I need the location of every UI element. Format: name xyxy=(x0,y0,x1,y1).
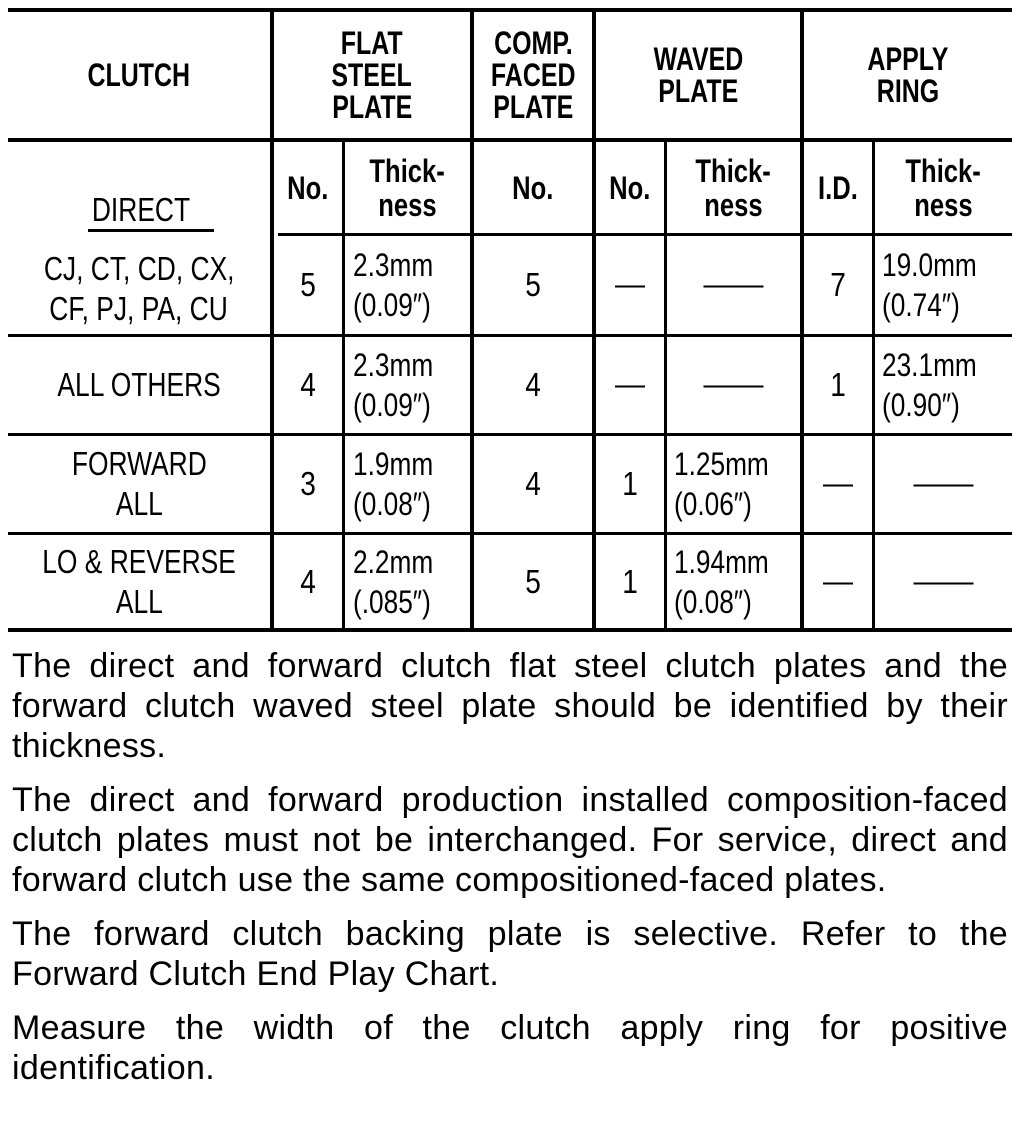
table-row-4-comp-no: 5 xyxy=(525,562,541,600)
measure-mm: 1.9mm xyxy=(353,446,434,482)
header-apply-ring xyxy=(804,12,1012,138)
table-row-1-ring-thickness xyxy=(882,236,989,334)
subheader-line: ness xyxy=(914,186,973,223)
table-row-1-flat-no: 5 xyxy=(300,266,316,303)
row-label-line: ALL OTHERS xyxy=(57,366,221,403)
table-row-1-ring-id: 7 xyxy=(830,266,846,303)
table-row-1-waved-thickness: —— xyxy=(703,268,764,301)
measure-inch: (0.74″) xyxy=(882,287,960,323)
header-line: PLATE xyxy=(332,89,412,125)
measure-mm: 1.94mm xyxy=(674,543,769,580)
subheader-label: No. xyxy=(512,169,554,206)
header-line: RING xyxy=(876,73,940,109)
subheader-comp-no xyxy=(474,142,592,233)
note-identify-by-thickness: The direct and forward clutch flat steel clutch plates and the forward clutch waved steel plate should be identified by their thickness. xyxy=(12,647,1008,765)
note-backing-plate-selective: The forward clutch backing plate is selective. Refer to the Forward Clutch End Play Chart. xyxy=(12,915,1008,993)
table-row-4-flat-thickness xyxy=(353,535,449,628)
header-line: FACED xyxy=(490,57,576,93)
measure-inch: (0.08″) xyxy=(674,583,752,620)
measure-inch: (0.08″) xyxy=(353,486,431,522)
subheader-ring-thickness xyxy=(875,142,1012,233)
table-row-2-flat-thickness xyxy=(353,337,449,433)
row-label-line: CF, PJ, PA, CU xyxy=(49,289,229,327)
row-label-line: CJ, CT, CD, CX, xyxy=(43,249,235,287)
table-row-2-ring-thickness xyxy=(882,337,989,433)
table-row-3-flat-no: 3 xyxy=(300,465,316,502)
row-label-line: ALL xyxy=(115,582,163,620)
measure-inch: (.085″) xyxy=(353,583,431,620)
header-clutch xyxy=(8,12,270,138)
header-line: COMP. xyxy=(493,25,573,61)
table-row-1-waved-no: — xyxy=(615,268,645,301)
measure-mm: 19.0mm xyxy=(882,247,977,283)
subheader-line: Thick- xyxy=(905,152,982,189)
subheader-line: ness xyxy=(704,186,763,223)
table-row-1-comp-no: 5 xyxy=(525,266,541,303)
row-label-line: ALL xyxy=(115,485,163,522)
header-line: PLATE xyxy=(658,73,738,109)
subheader-flat-no xyxy=(274,142,342,233)
subheader-waved-thickness xyxy=(667,142,800,233)
header-waved-plate xyxy=(596,12,800,138)
measure-inch: (0.09″) xyxy=(353,387,431,423)
row-label-line: LO & REVERSE xyxy=(42,542,236,580)
header-clutch-label: CLUTCH xyxy=(87,57,191,93)
table-row-3-comp-no: 4 xyxy=(525,465,541,502)
table-row-4-flat-no: 4 xyxy=(300,562,316,600)
measure-mm: 1.25mm xyxy=(674,446,769,482)
header-line: APPLY xyxy=(867,41,949,77)
table-row-4-ring-thickness: —— xyxy=(913,564,974,598)
subheader-flat-thickness xyxy=(345,142,470,233)
measure-inch: (0.06″) xyxy=(674,486,752,522)
subheader-waved-no xyxy=(596,142,664,233)
header-line: STEEL xyxy=(331,57,413,93)
table-row-2-clutch xyxy=(8,337,270,433)
subheader-line: ness xyxy=(378,186,437,223)
note-not-interchangeable: The direct and forward production installed composition-faced clutch plates must not be interchanged. For service, direct and forward clutch use the same compositioned-faced plates. xyxy=(12,781,1008,899)
table-row-1-clutch xyxy=(8,243,270,334)
measure-inch: (0.90″) xyxy=(882,387,960,423)
subheader-label: I.D. xyxy=(818,169,858,206)
header-line: WAVED xyxy=(653,41,743,77)
subheader-line: Thick- xyxy=(695,152,772,189)
table-row-3-waved-thickness xyxy=(674,436,777,532)
table-row-3-waved-no: 1 xyxy=(622,465,638,502)
table-row-4-ring-id: — xyxy=(823,564,853,598)
row-label-line: FORWARD xyxy=(71,445,207,482)
table-row-4-waved-thickness xyxy=(674,535,777,628)
table-bottom-rule xyxy=(8,628,1012,632)
table-row-3-ring-thickness: —— xyxy=(913,467,974,500)
header-line: FLAT xyxy=(341,25,403,61)
direct-group-underline xyxy=(88,229,214,232)
measure-mm: 2.3mm xyxy=(353,347,434,383)
note-measure-apply-ring: Measure the width of the clutch apply ring for positive identification. xyxy=(12,1009,1008,1087)
table-row-3-clutch xyxy=(8,436,270,532)
header-line: PLATE xyxy=(493,89,573,125)
table-row-4-waved-no: 1 xyxy=(622,562,638,600)
subheader-label: No. xyxy=(609,169,651,206)
notes-section xyxy=(12,646,1008,1102)
direct-group-label: DIRECT xyxy=(91,191,191,228)
header-flat-steel-plate xyxy=(274,12,470,138)
subheader-ring-id xyxy=(804,142,872,233)
measure-mm: 23.1mm xyxy=(882,347,977,383)
table-row-2-waved-thickness: —— xyxy=(703,368,764,401)
header-comp-faced-plate xyxy=(474,12,592,138)
measure-mm: 2.2mm xyxy=(353,543,434,580)
table-row-2-waved-no: — xyxy=(615,368,645,401)
table-row-3-ring-id: — xyxy=(823,467,853,500)
subheader-label: No. xyxy=(287,169,329,206)
table-row-4-clutch xyxy=(8,535,270,628)
table-row-2-flat-no: 4 xyxy=(300,366,316,403)
measure-inch: (0.09″) xyxy=(353,287,431,323)
subheader-line: Thick- xyxy=(369,152,446,189)
table-row-2-comp-no: 4 xyxy=(525,366,541,403)
measure-mm: 2.3mm xyxy=(353,247,434,283)
table-row-3-flat-thickness xyxy=(353,436,449,532)
table-row-2-ring-id: 1 xyxy=(830,366,846,403)
table-row-1-flat-thickness xyxy=(353,236,449,334)
